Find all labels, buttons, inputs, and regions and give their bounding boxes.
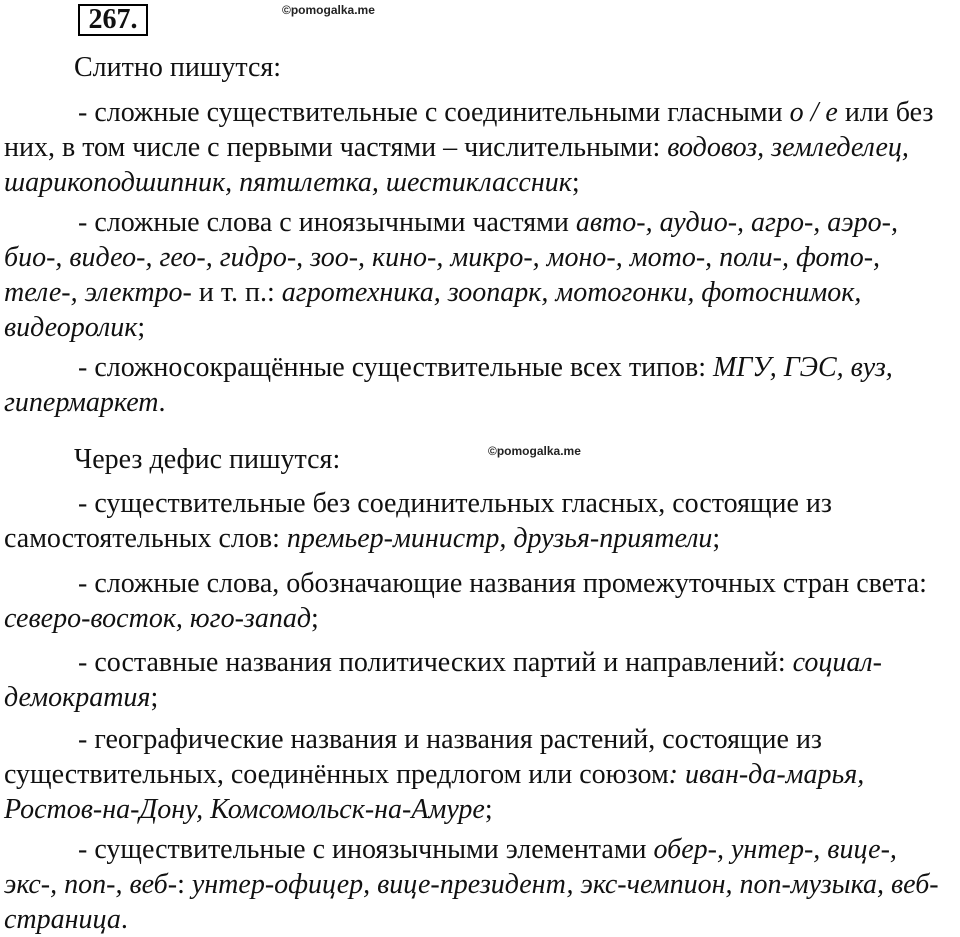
rule-punct: .: [120, 904, 128, 935]
rule-text: - существительные с иноязычными элементами: [78, 834, 654, 865]
rule-text: - существительные без соединительных гласных, состоящие из самостоятельных слов:: [4, 488, 832, 554]
watermark: ©pomogalka.me: [282, 3, 375, 17]
rule-examples: унтер-офицер, вице-президент, экс-чемпион, поп-музыка, веб-страница: [4, 869, 939, 935]
rule-examples: МГУ, ГЭС, вуз, гипермаркет: [4, 352, 893, 418]
rule-punct: ;: [484, 794, 493, 825]
rule-paragraph: [4, 486, 954, 556]
rule-punct: ;: [137, 312, 146, 343]
rule-paragraph: [4, 722, 954, 827]
rule-examples: социал-демократия: [4, 647, 882, 713]
rule-text: - сложные слова с иноязычными частями: [78, 207, 576, 238]
rule-parts: авто-, аудио-, агро-, аэро-, био-, видео-, гео-, гидро-, зоо-, кино-, микро-, моно-, мото-, поли-, фото-, теле-, электро-: [4, 207, 898, 308]
watermark: ©pomogalka.me: [488, 444, 581, 458]
rule-vowels: о / е: [789, 97, 838, 128]
rule-paragraph: [4, 645, 954, 715]
rule-paragraph: [4, 95, 954, 200]
rule-punct: ;: [571, 167, 580, 198]
rule-text: :: [177, 869, 192, 900]
rule-text: - географические названия и названия растений, состоящие из существительных, соединённых предлогом или союзом: [4, 724, 822, 790]
rule-examples: : иван-да-марья, Ростов-на-Дону, Комсомольск-на-Амуре: [4, 759, 865, 825]
rule-text: - составные названия политических партий и направлений:: [78, 647, 793, 678]
rule-examples: северо-восток, юго-запад: [4, 603, 312, 634]
task-number: 267.: [78, 4, 148, 36]
section-heading-hyphen: Через дефис пишутся:: [74, 444, 341, 475]
rule-punct: ;: [712, 523, 721, 554]
rule-paragraph: [4, 566, 954, 636]
rule-text: и т. п.:: [191, 277, 282, 308]
rule-examples: агротехника, зоопарк, мотогонки, фотоснимок, видеоролик: [4, 277, 862, 343]
rule-parts: обер-, унтер-, вице-, экс-, поп-, веб-: [4, 834, 897, 900]
rule-examples: водовоз, земледелец, шарикоподшипник, пятилетка, шестиклассник: [4, 132, 909, 198]
rule-text: - сложные существительные с соединительными гласными: [78, 97, 790, 128]
rule-paragraph: [4, 350, 954, 420]
rule-text: или без них, в том числе с первыми частями – числительными:: [4, 97, 934, 163]
rule-paragraph: [4, 832, 954, 937]
rule-text: - сложносокращённые существительные всех типов:: [78, 352, 714, 383]
rule-examples: премьер-министр, друзья-приятели: [286, 523, 713, 554]
rule-text: - сложные слова, обозначающие названия промежуточных стран света:: [78, 568, 927, 599]
rule-paragraph: [4, 205, 954, 345]
rule-punct: .: [158, 387, 166, 418]
rule-punct: ;: [311, 603, 319, 634]
rule-punct: ;: [150, 682, 159, 713]
section-heading-solid: Слитно пишутся:: [74, 52, 282, 83]
